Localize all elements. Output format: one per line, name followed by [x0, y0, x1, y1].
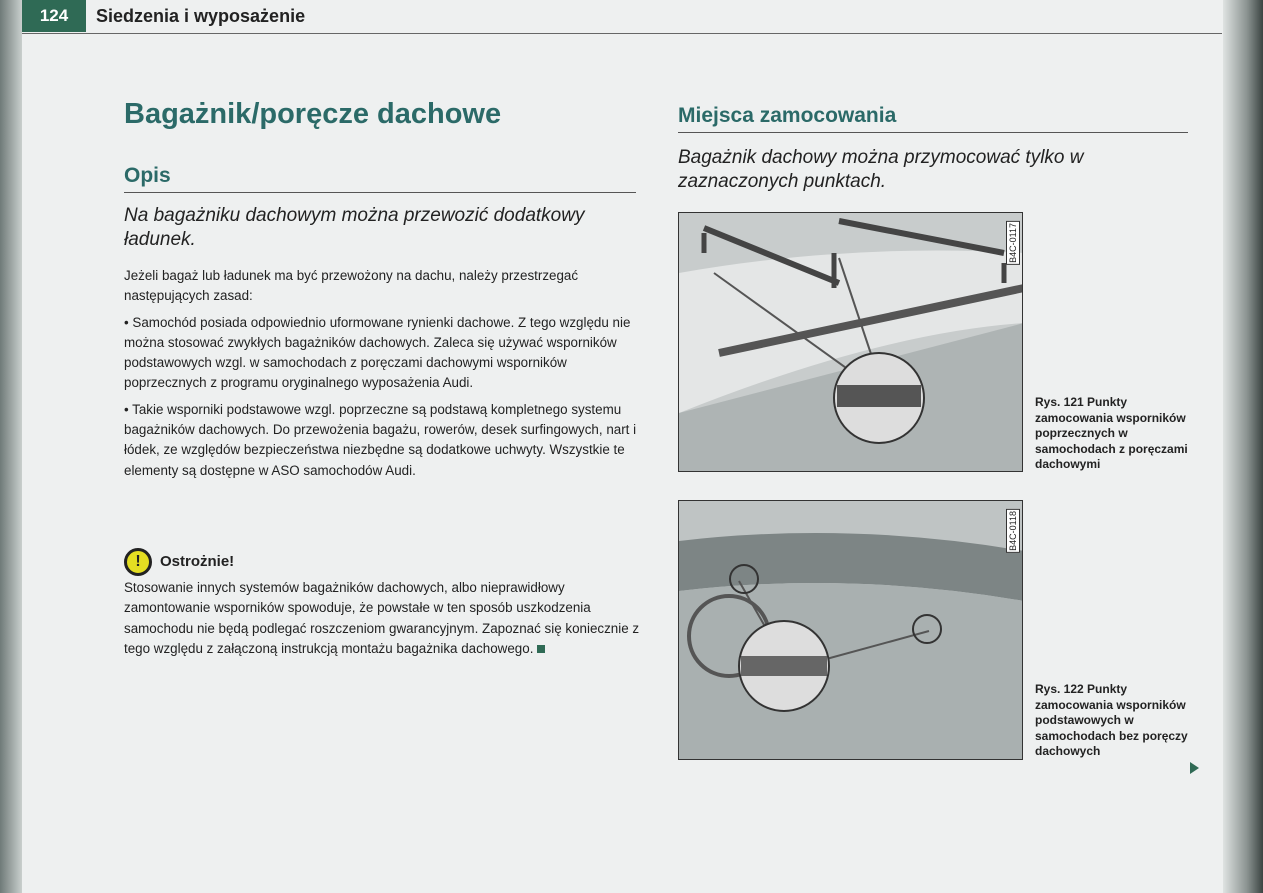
subtitle-miejsca: Miejsca zamocowania	[678, 104, 1188, 133]
figure-caption: Rys. 121 Punkty zamocowania wsporników poprzecznych w samochodach z poręczami dachowymi	[1035, 395, 1188, 471]
warning-text: Stosowanie innych systemów bagażników dachowych, albo nieprawidłowy zamontowanie wsporników spowoduje, że powstałe w ten sposób uszkodzenia samochodu nie będą podlegać roszczeniom gwarancyjnym. Zapoznać się koniecznie z tego względu z załączoną instrukcją montażu bagażnika dachowego.	[124, 580, 640, 656]
paragraph: Jeżeli bagaż lub ładunek ma być przewożony na dachu, należy przestrzegać następujących zasad:	[124, 268, 579, 304]
page-title: Bagażnik/poręcze dachowe	[124, 98, 502, 130]
page-edge-right	[1223, 0, 1263, 893]
figure-roof-rails	[678, 212, 1023, 472]
body-text	[124, 266, 644, 487]
roof-attachment-illustration	[679, 501, 1023, 760]
header-divider	[22, 33, 1222, 34]
bullet-item: • Takie wsporniki podstawowe wzgl. poprzeczne są podstawą kompletnego systemu bagażników dachowych. Do przewożenia bagażu, rowerów, desek surfingowych, nart i łódek, ze względów bezpieczeństwa niezbędne są dodatkowe uchwyty. Wszystkie te elementy są dostępne w ASO samochodów Audi.	[124, 401, 637, 478]
figure-roof-no-rails	[678, 500, 1023, 760]
figure-caption: Rys. 122 Punkty zamocowania wsporników podstawowych w samochodach bez poręczy dachowych	[1035, 682, 1188, 758]
warning-title: Ostrożnie!	[160, 552, 235, 570]
page-number: 124	[22, 0, 86, 32]
figure-id: B4C-0118	[1008, 511, 1018, 551]
end-marker-icon	[537, 645, 545, 653]
warning-box	[124, 548, 644, 659]
figure-id: B4C-0117	[1008, 223, 1018, 263]
bullet-item: • Samochód posiada odpowiednio uformowane rynienki dachowe. Z tego względu nie można stosować zwykłych bagażników dachowych. Zaleca się używać wsporników podstawowych wzgl. w samochodach z poręczami dachowymi wsporników poprzecznych z programu oryginalnego wyposażenia Audi.	[124, 314, 631, 391]
next-page-arrow-icon	[1190, 762, 1199, 774]
warning-icon: !	[124, 548, 152, 576]
intro-text: Na bagażniku dachowym można przewozić dodatkowy ładunek.	[124, 205, 585, 250]
page-edge-left	[0, 0, 22, 893]
right-intro-text: Bagażnik dachowy można przymocować tylko w zaznaczonych punktach.	[678, 147, 1084, 192]
roof-rails-illustration	[679, 213, 1023, 472]
section-header: Siedzenia i wyposażenie	[96, 6, 306, 26]
subtitle-opis: Opis	[124, 164, 636, 193]
